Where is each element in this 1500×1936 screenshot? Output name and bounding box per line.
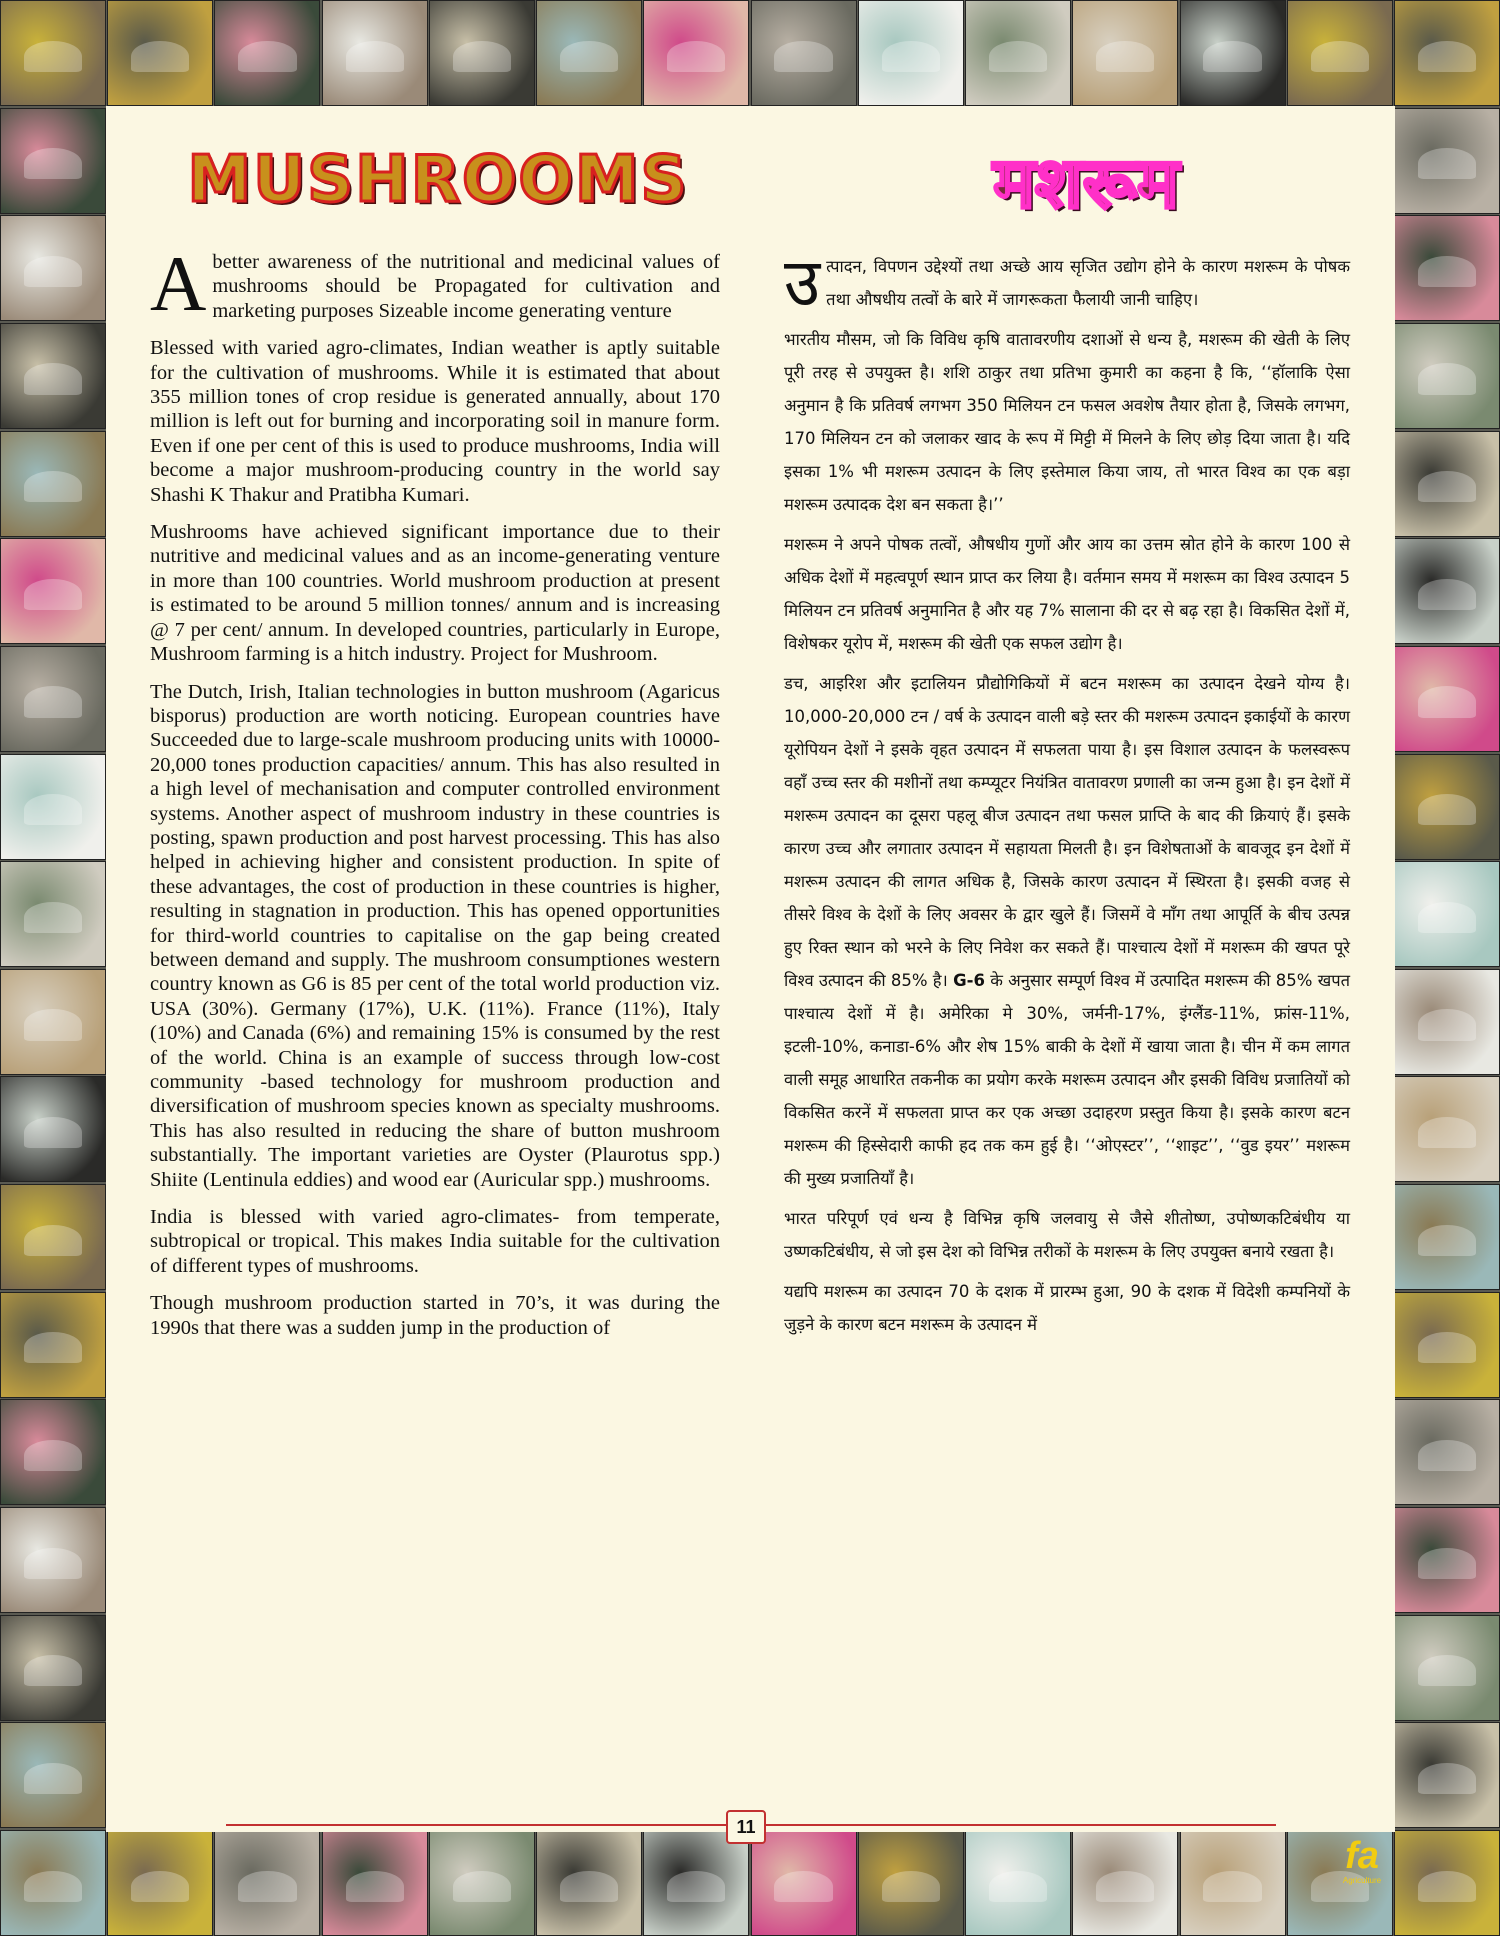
mushroom-photo-tile — [0, 1076, 106, 1182]
mushroom-photo-tile — [1394, 754, 1500, 860]
english-paragraph-4: India is blessed with varied agro-climates- from temperate, subtropical or tropical. This makes India suitable for the cultivation of different types of mushrooms. — [150, 1206, 720, 1277]
mushroom-photo-tile — [322, 0, 428, 106]
mushroom-photo-tile — [1394, 1184, 1500, 1290]
mushroom-photo-tile — [536, 1830, 642, 1936]
mushroom-photo-tile — [1394, 1292, 1500, 1398]
mushroom-photo-tile — [107, 1830, 213, 1936]
mushroom-photo-tile — [0, 646, 106, 752]
mushroom-photo-tile — [1394, 108, 1500, 214]
mushroom-photo-tile — [1394, 431, 1500, 537]
hindi-column — [784, 244, 1350, 1348]
english-column — [150, 240, 720, 1353]
mushroom-photo-tile — [1394, 0, 1500, 106]
mushroom-photo-tile — [0, 1399, 106, 1505]
mushroom-photo-tile — [0, 538, 106, 644]
hindi-paragraph-3b: के अनुसार सम्पूर्ण विश्व में उत्पादित मशरूम की 85% खपत पाश्चात्य देशों में है। अमेरिका मे 30%, जर्मनी-17%, इंग्लैंड-11%, फ्रांस-11%, इटली-10%, कनाडा-6% और शेष 15% बाकी के देशों में खाया जाता है। चीन में कम लागत वाली समूह आधारित तकनीक का प्रयोग करके मशरूम उत्पादन और इसकी विविध प्रजातियों को विकसित करनें में सफलता प्राप्त कर एक अच्छा उदाहरण प्रस्तुत किया है। इसके कारण बटन मशरूम की हिस्सेदारी काफी हद तक कम हुई है। ‘‘ओएस्टर’’, ‘‘शाइट’’, ‘‘वुड इयर’’ मशरूम की मुख्य प्रजातियाँ है। — [784, 971, 1350, 1188]
title-english: MUSHROOMS — [187, 143, 689, 217]
mushroom-photo-tile — [1394, 215, 1500, 321]
mushroom-photo-tile — [536, 0, 642, 106]
hindi-paragraph-3a: डच, आइरिश और इटालियन प्रौद्योगिकियों में बटन मशरूम का उत्पादन देखने योग्य है। 10,000-20,000 टन / वर्ष के उत्पादन वाली बड़े स्तर की मशरूम उत्पादन इकाईयों के कारण यूरोपियन देशों ने इसके वृहत उत्पादन में सफलता पाया है। इस विशाल उत्पादन के फलस्वरूप वहाँ उच्च स्तर की मशीनों तथा कम्प्यूटर नियंत्रित वातावरण प्रणाली का जन्म हुआ है। इन देशों में मशरूम उत्पादन का दूसरा पहलू बीज उत्पादन तथा फसल प्राप्ति के बाद की क्रियाएं हैं। इसके कारण उच्च और लगातार उत्पादन में सहायता मिलती है। इन विशेषताओं के बावजूद इन देशों में मशरूम उत्पादन की लागत अधिक है, जिसके कारण उत्पादन में स्थिरता है। इसकी वजह से तीसरे विश्व के देशों के लिए अवसर के द्वार खुले हैं। जिसमें वे माँग तथा आपूर्ति के बीच उत्पन्न हुए रिक्त स्थान को भरने के लिए निवेश कर सकते हैं। पाश्चात्य देशों में मशरूम की खपत पूरे विश्व उत्पादन की 85% है। — [784, 674, 1350, 990]
article-panel — [106, 106, 1395, 1837]
mushroom-photo-tile — [0, 0, 106, 106]
mushroom-photo-tile — [1394, 1722, 1500, 1828]
english-paragraph-1: Blessed with varied agro-climates, Indian weather is aptly suitable for the cultivation of mushrooms. While it is estimated that about 355 million tones of crop residue is generated annually, about 170 million is left out for burning and incorporating soil in manure form. Even if one per cent of this is used to produce mushrooms, India will become a major mushroom-producing country in the world say Shashi K Thakur and Pratibha Kumari. — [150, 337, 720, 506]
title-hindi: मशरूम — [993, 142, 1179, 224]
hindi-paragraph-2: मशरूम ने अपने पोषक तत्वों, औषधीय गुणों और आय का उत्तम स्रोत होने के कारण 100 से अधिक देशों में महत्वपूर्ण स्थान प्राप्त कर लिया है। वर्तमान समय में मशरूम का विश्व उत्पादन 5 मिलियन टन प्रतिवर्ष अनुमानित है और यह 7% सालाना की दर से बढ़ रहा है। विकसित देशों में, विशेषकर यूरोप में, मशरूम की खेती एक सफल उद्योग है। — [784, 535, 1350, 653]
hindi-dropcap: उ — [784, 244, 821, 321]
hindi-intro-text: त्पादन, विपणन उद्देश्यों तथा अच्छे आय सृजित उद्योग होने के कारण मशरूम के पोषक तथा औषधीय तत्वों के बारे में जागरूकता फैलायी जानी चाहिए। — [826, 257, 1350, 309]
english-paragraph-5: Though mushroom production started in 70’s, it was during the 1990s that there was a sudden jump in the production of — [150, 1292, 720, 1339]
mushroom-photo-tile — [1394, 1830, 1500, 1936]
mushroom-photo-tile — [751, 1830, 857, 1936]
mushroom-photo-tile — [1394, 538, 1500, 644]
hindi-paragraph-1: भारतीय मौसम, जो कि विविध कृषि वातावरणीय दशाओं से धन्य है, मशरूम की खेती के लिए पूरी तरह से उपयुक्त है। शशि ठाकुर तथा प्रतिभा कुमारी का कहना है कि, ‘‘हॉलाकि ऐसा अनुमान है कि प्रतिवर्ष लगभग 350 मिलियन टन फसल अवशेष तैयार होता है, जिसके लगभग, 170 मिलियन टन को जलाकर खाद के रूप में मिट्टी में मिलने के लिए छोड़ दिया जाता है। यदि इसका 1% भी मशरूम उत्पादन के लिए इस्तेमाल किया जाय, तो भारत विश्व का एक बड़ा मशरूम उत्पादक देश बन सकता है।’’ — [784, 330, 1350, 514]
mushroom-photo-tile — [214, 0, 320, 106]
mushroom-photo-tile — [1394, 861, 1500, 967]
mushroom-photo-tile — [1180, 1830, 1286, 1936]
mushroom-photo-tile — [322, 1830, 428, 1936]
mushroom-photo-tile — [0, 1722, 106, 1828]
mushroom-photo-tile — [1394, 1399, 1500, 1505]
mushroom-photo-tile — [0, 215, 106, 321]
mushroom-photo-tile — [1394, 1507, 1500, 1613]
mushroom-photo-tile — [0, 1292, 106, 1398]
mushroom-photo-tile — [1394, 969, 1500, 1075]
mushroom-photo-tile — [0, 969, 106, 1075]
mushroom-photo-tile — [643, 1830, 749, 1936]
g6-label: G-6 — [953, 971, 985, 990]
mushroom-photo-tile — [429, 1830, 535, 1936]
english-intro — [150, 240, 720, 327]
english-intro-text: better awareness of the nutritional and medicinal values of mushrooms should be Propagated for cultivation and marketing purposes Sizeable income generating venture — [212, 251, 720, 322]
hindi-paragraph-3 — [784, 667, 1350, 1195]
mushroom-photo-tile — [1180, 0, 1286, 106]
mushroom-photo-tile — [1394, 1615, 1500, 1721]
mushroom-photo-tile — [1287, 0, 1393, 106]
english-dropcap: A — [150, 240, 207, 327]
hindi-paragraph-5: यद्यपि मशरूम का उत्पादन 70 के दशक में प्रारम्भ हुआ, 90 के दशक में विदेशी कम्पनियों के जुड़ने के कारण बटन मशरूम के उत्पादन में — [784, 1282, 1350, 1334]
page-number: 11 — [726, 1810, 766, 1844]
mushroom-photo-tile — [0, 861, 106, 967]
logo-subtitle: Agriculture — [1342, 1876, 1382, 1885]
mushroom-photo-tile — [1394, 323, 1500, 429]
mushroom-photo-tile — [0, 431, 106, 537]
logo-mark: fa — [1345, 1835, 1379, 1877]
mushroom-photo-tile — [858, 0, 964, 106]
hindi-paragraph-4: भारत परिपूर्ण एवं धन्य है विभिन्न कृषि जलवायु से जैसे शीतोष्ण, उपोष्णकटिबंधीय या उष्णकटिबंधीय, से जो इस देश को विभिन्न तरीकों के मशरूम के लिए उपयुक्त बनाये रखता है। — [784, 1209, 1350, 1261]
mushroom-photo-tile — [965, 0, 1071, 106]
mushroom-photo-tile — [1072, 0, 1178, 106]
english-paragraph-2: Mushrooms have achieved significant importance due to their nutritive and medicinal values and as an income-generating venture in more than 100 countries. World mushroom production at present is estimated to be around 5 million tonnes/ annum and is increasing @ 7 per cent/ annum. In developed countries, particularly in Europe, Mushroom farming is a hitch industry. Project for Mushroom. — [150, 521, 720, 666]
english-paragraph-3: The Dutch, Irish, Italian technologies in button mushroom (Agaricus bisporus) production are worth noticing. European countries have Succeeded due to large-scale mushroom producing units with 10000-20,000 tones production capacities/ annum. This has also resulted in a high level of mechanisation and computer controlled environment systems. Another aspect of mushroom industry in these countries is posting, spawn production and post harvest processing. This has also helped in achieving higher and consistent production. In spite of these advantages, the cost of production in these countries is higher, resulting in stagnation in production. This has opened opportunities for third-world countries to capitalise on the gap being created between demand and supply. The mushroom consumptiones western country known as G6 is 85 per cent of the total world production viz. USA (30%). Germany (17%), U.K. (11%). France (11%), Italy (10%) and Canada (6%) and remaining 15% is consumed by the rest of the world. China is an example of success through low-cost community -based technology for mushroom production and diversification of mushroom species known as specialty mushrooms. This has also resulted in reducing the share of button mushroom substantially. The important varieties are Oyster (Plaurotus spp.) Shiite (Lentinula eddies) and wood ear (Auricular spp.) mushrooms. — [150, 680, 720, 1191]
mushroom-photo-tile — [429, 0, 535, 106]
mushroom-photo-tile — [1072, 1830, 1178, 1936]
mushroom-photo-tile — [0, 108, 106, 214]
mushroom-photo-tile — [1394, 1076, 1500, 1182]
mushroom-photo-tile — [0, 1615, 106, 1721]
mushroom-photo-tile — [107, 0, 213, 106]
mushroom-photo-tile — [0, 754, 106, 860]
mushroom-photo-tile — [214, 1830, 320, 1936]
mushroom-photo-tile — [643, 0, 749, 106]
mushroom-photo-tile — [0, 1830, 106, 1936]
mushroom-photo-tile — [965, 1830, 1071, 1936]
mushroom-photo-tile — [751, 0, 857, 106]
mushroom-photo-tile — [0, 1184, 106, 1290]
publisher-logo — [1340, 1836, 1384, 1890]
hindi-intro — [784, 244, 1350, 321]
mushroom-photo-tile — [0, 323, 106, 429]
mushroom-photo-tile — [0, 1507, 106, 1613]
mushroom-photo-tile — [1394, 646, 1500, 752]
mushroom-photo-tile — [858, 1830, 964, 1936]
